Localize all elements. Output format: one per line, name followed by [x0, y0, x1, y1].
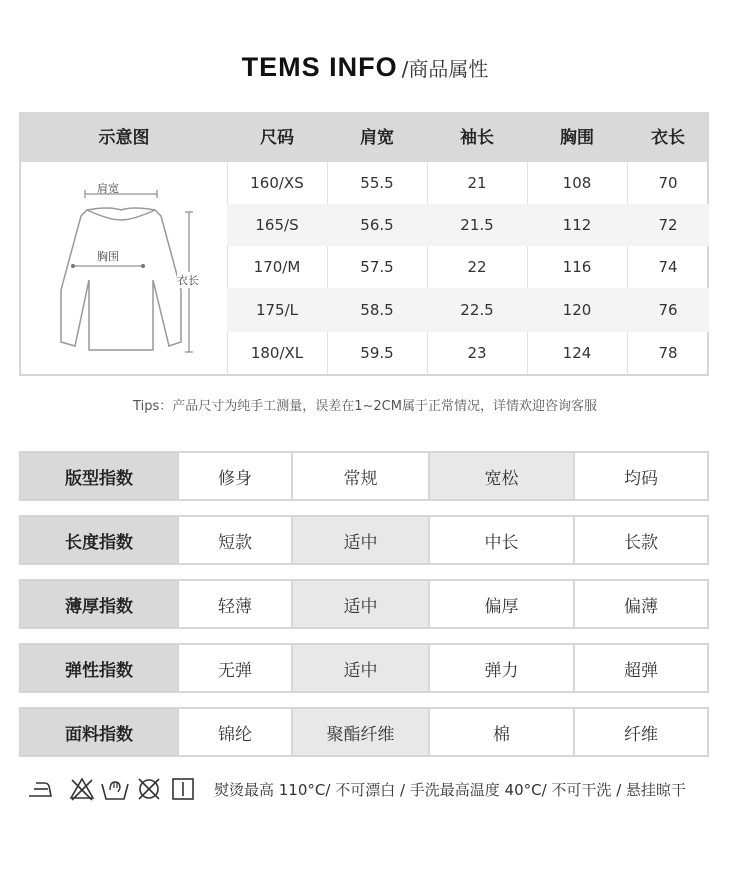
- cell-shoulder: 55.5: [360, 174, 394, 192]
- header-length: 衣长: [651, 128, 685, 148]
- header-diagram: 示意图: [98, 128, 150, 148]
- cell-shoulder: 56.5: [360, 216, 394, 234]
- cell-sleeve: 21: [467, 174, 487, 192]
- cell-sleeve: 23: [467, 344, 487, 362]
- option-cell: 偏厚: [428, 581, 573, 627]
- header-shoulder: 肩宽: [360, 128, 394, 148]
- fabric-index-label: 面料指数: [21, 709, 177, 755]
- option-cell: 棉: [428, 709, 573, 755]
- cell-length: 74: [658, 258, 678, 276]
- size-table-header: [21, 114, 707, 162]
- cell-sleeve: 22: [467, 258, 487, 276]
- cell-chest: 108: [562, 174, 592, 192]
- title-zh: /商品属性: [401, 57, 489, 81]
- hang-dry-icon: [170, 776, 196, 806]
- option-cell: 短款: [177, 517, 291, 563]
- cell-chest: 120: [562, 301, 592, 319]
- fit-index-row: [19, 451, 709, 501]
- care-instructions: 熨烫最高 110°C/ 不可漂白 / 手洗最高温度 40°C/ 不可干洗 / 悬挂晾干: [214, 781, 687, 799]
- option-cell: 修身: [177, 453, 291, 499]
- hand-wash-icon: [100, 776, 130, 806]
- option-cell-selected: 适中: [291, 645, 428, 691]
- sweater-outline: [21, 162, 227, 374]
- length-index-label: 长度指数: [21, 517, 177, 563]
- chest-label: 胸围: [97, 250, 119, 263]
- header-size: 尺码: [260, 128, 294, 148]
- option-cell-selected: 聚酯纤维: [291, 709, 428, 755]
- option-cell: 长款: [573, 517, 707, 563]
- cell-size: 170/M: [253, 258, 301, 276]
- option-cell: 均码: [573, 453, 707, 499]
- cell-size: 160/XS: [250, 174, 304, 192]
- option-cell-selected: 适中: [291, 581, 428, 627]
- option-cell: 轻薄: [177, 581, 291, 627]
- length-index-row: [19, 515, 709, 565]
- cell-chest: 112: [562, 216, 592, 234]
- no-bleach-icon: [68, 776, 96, 806]
- cell-shoulder: 57.5: [360, 258, 394, 276]
- shoulder-label: 肩宽: [97, 182, 119, 195]
- size-table: [19, 112, 709, 376]
- option-cell: 中长: [428, 517, 573, 563]
- cell-length: 78: [658, 344, 678, 362]
- cell-shoulder: 58.5: [360, 301, 394, 319]
- option-cell: 锦纶: [177, 709, 291, 755]
- header-sleeve: 袖长: [460, 128, 494, 148]
- fabric-index-row: [19, 707, 709, 757]
- option-cell: 无弹: [177, 645, 291, 691]
- title-en: TEMS INFO: [241, 52, 398, 82]
- size-row: [227, 288, 709, 332]
- size-row: [227, 204, 709, 246]
- cell-length: 70: [658, 174, 678, 192]
- cell-length: 76: [658, 301, 678, 319]
- iron-icon: [26, 776, 54, 806]
- option-cell: 弹力: [428, 645, 573, 691]
- option-cell: 超弹: [573, 645, 707, 691]
- option-cell: 偏薄: [573, 581, 707, 627]
- option-cell-selected: 宽松: [428, 453, 573, 499]
- garment-diagram: [21, 162, 227, 374]
- thickness-index-row: [19, 579, 709, 629]
- cell-size: 175/L: [255, 301, 299, 319]
- size-row: [227, 162, 709, 204]
- elasticity-index-label: 弹性指数: [21, 645, 177, 691]
- thickness-index-label: 薄厚指数: [21, 581, 177, 627]
- cell-chest: 124: [562, 344, 592, 362]
- cell-chest: 116: [562, 258, 592, 276]
- elasticity-index-row: [19, 643, 709, 693]
- size-row: [227, 246, 709, 288]
- length-label: 衣长: [177, 274, 199, 287]
- option-cell-selected: 适中: [291, 517, 428, 563]
- cell-length: 72: [658, 216, 678, 234]
- page-title: [0, 52, 730, 83]
- cell-sleeve: 22.5: [460, 301, 494, 319]
- header-chest: 胸围: [560, 128, 594, 148]
- no-dry-clean-icon: [136, 776, 162, 806]
- option-cell: 纤维: [573, 709, 707, 755]
- tips-text: Tips：产品尺寸为纯手工测量，误差在1~2CM属于正常情况，详情欢迎咨询客服: [133, 399, 597, 414]
- size-row: [227, 332, 709, 374]
- fit-index-label: 版型指数: [21, 453, 177, 499]
- cell-sleeve: 21.5: [460, 216, 494, 234]
- cell-size: 180/XL: [250, 344, 304, 362]
- cell-size: 165/S: [255, 216, 299, 234]
- cell-shoulder: 59.5: [360, 344, 394, 362]
- option-cell: 常规: [291, 453, 428, 499]
